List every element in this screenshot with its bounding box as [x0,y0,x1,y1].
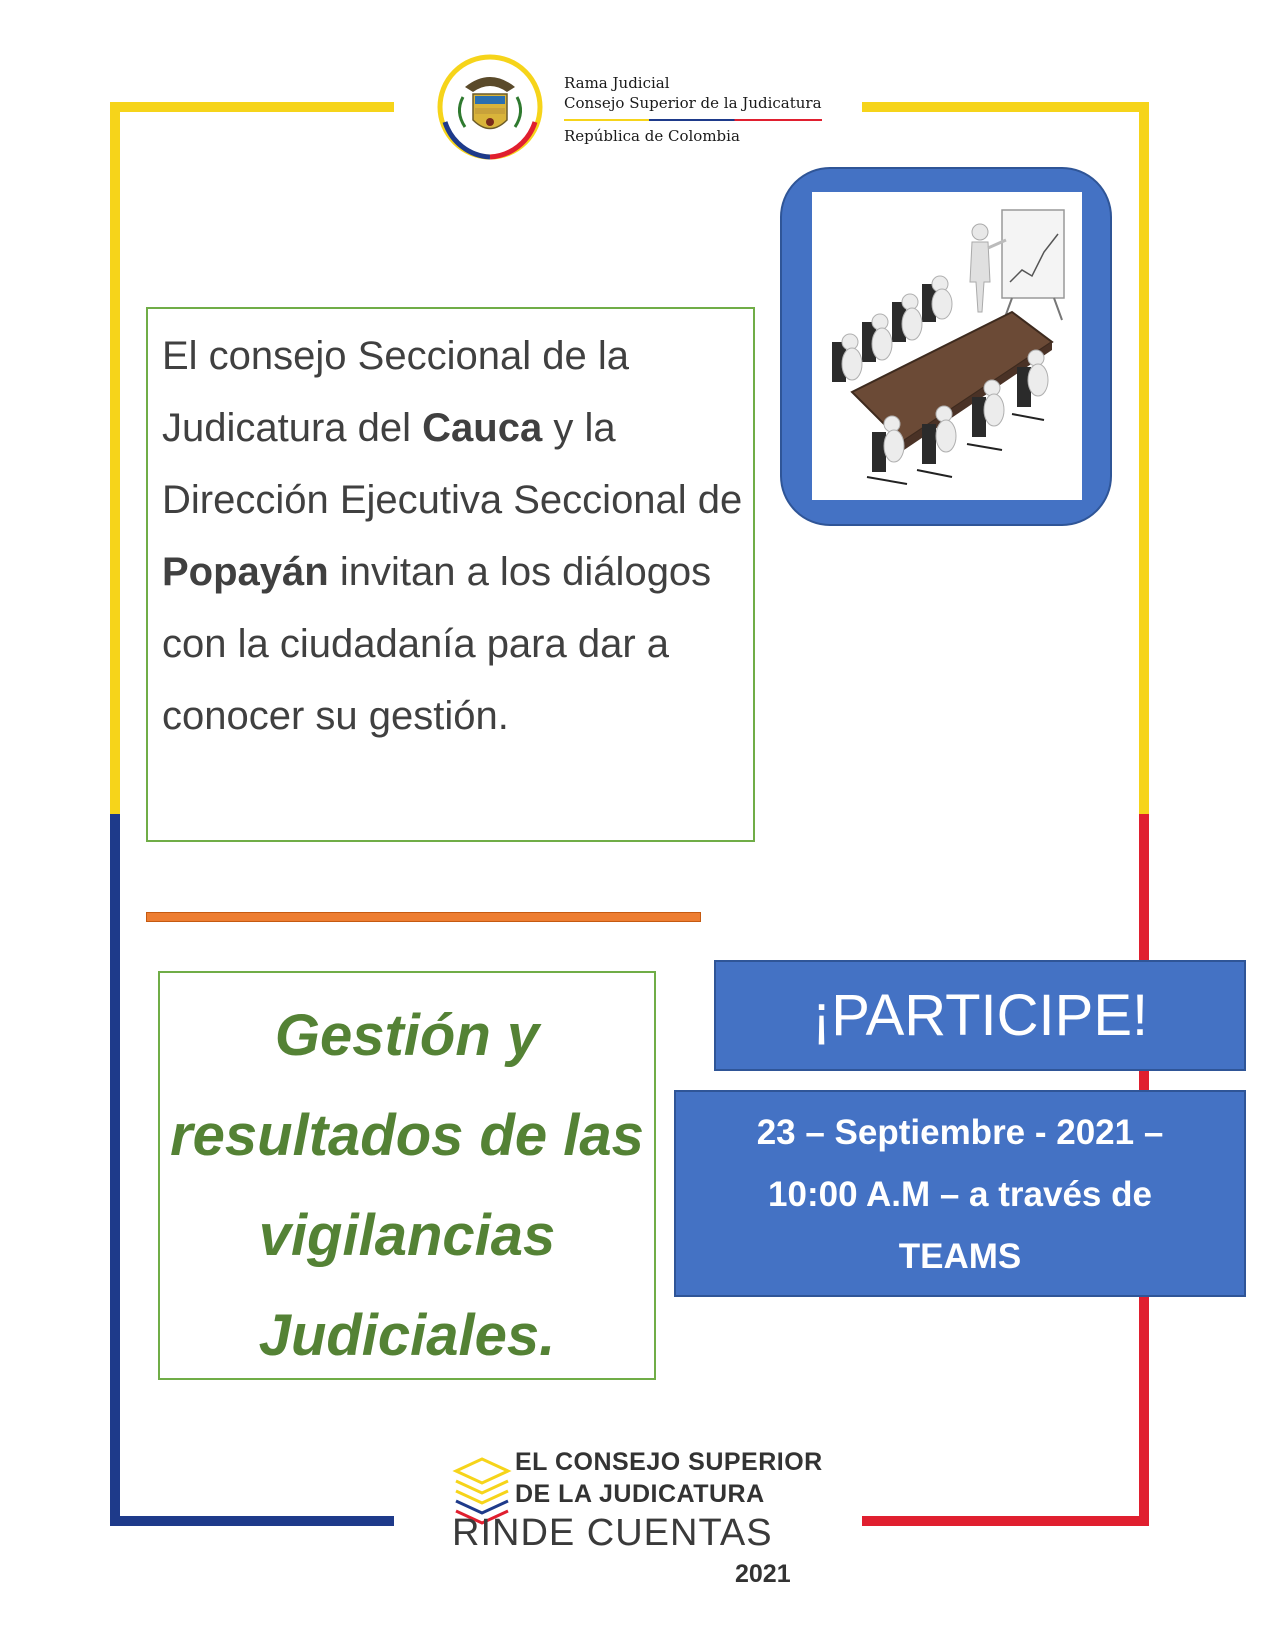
frame-left-blue [110,814,120,1526]
footer-line2: DE LA JUDICATURA [515,1480,765,1508]
frame-bottom-left-blue [110,1516,394,1526]
footer-line1: EL CONSEJO SUPERIOR [515,1448,823,1476]
invitation-cauca: Cauca [422,406,543,450]
participe-banner: ¡PARTICIPE! [714,960,1246,1071]
frame-left-yellow [110,102,120,814]
footer-year: 2021 [735,1560,791,1588]
header-rama-judicial: Rama Judicial [564,74,670,92]
frame-top-left-yellow [110,102,394,112]
invitation-part-2: y la Dirección Ejecutiva Seccional de [162,406,743,522]
event-date-line2: 10:00 A.M – a través de [768,1175,1152,1214]
meeting-illustration-icon [812,192,1082,500]
frame-top-right-yellow [862,102,1149,112]
header-consejo-superior: Consejo Superior de la Judicatura [564,94,822,112]
event-date-text [684,1102,1236,1288]
orange-divider [146,912,701,922]
colombia-coat-of-arms-icon [435,52,545,162]
event-title: Gestión y resultados de las vigilancias Judiciales. [170,1003,644,1368]
header-tricolor-rule [564,119,822,121]
event-date-line1: 23 – Septiembre - 2021 – [756,1113,1164,1152]
frame-bottom-right-red [862,1516,1149,1526]
header-republica: República de Colombia [564,127,740,145]
invitation-text [162,320,762,752]
invitation-part-1: El consejo Seccional de la Judicatura del [162,334,629,450]
event-date-line3: TEAMS [898,1237,1022,1276]
invitation-popayan: Popayán [162,550,329,594]
invitation-part-3: invitan a los diálogos con la ciudadanía para dar a conocer su gestión. [162,550,712,738]
footer-rinde-cuentas: RINDE CUENTAS [452,1512,773,1554]
frame-right-yellow [1139,102,1149,814]
